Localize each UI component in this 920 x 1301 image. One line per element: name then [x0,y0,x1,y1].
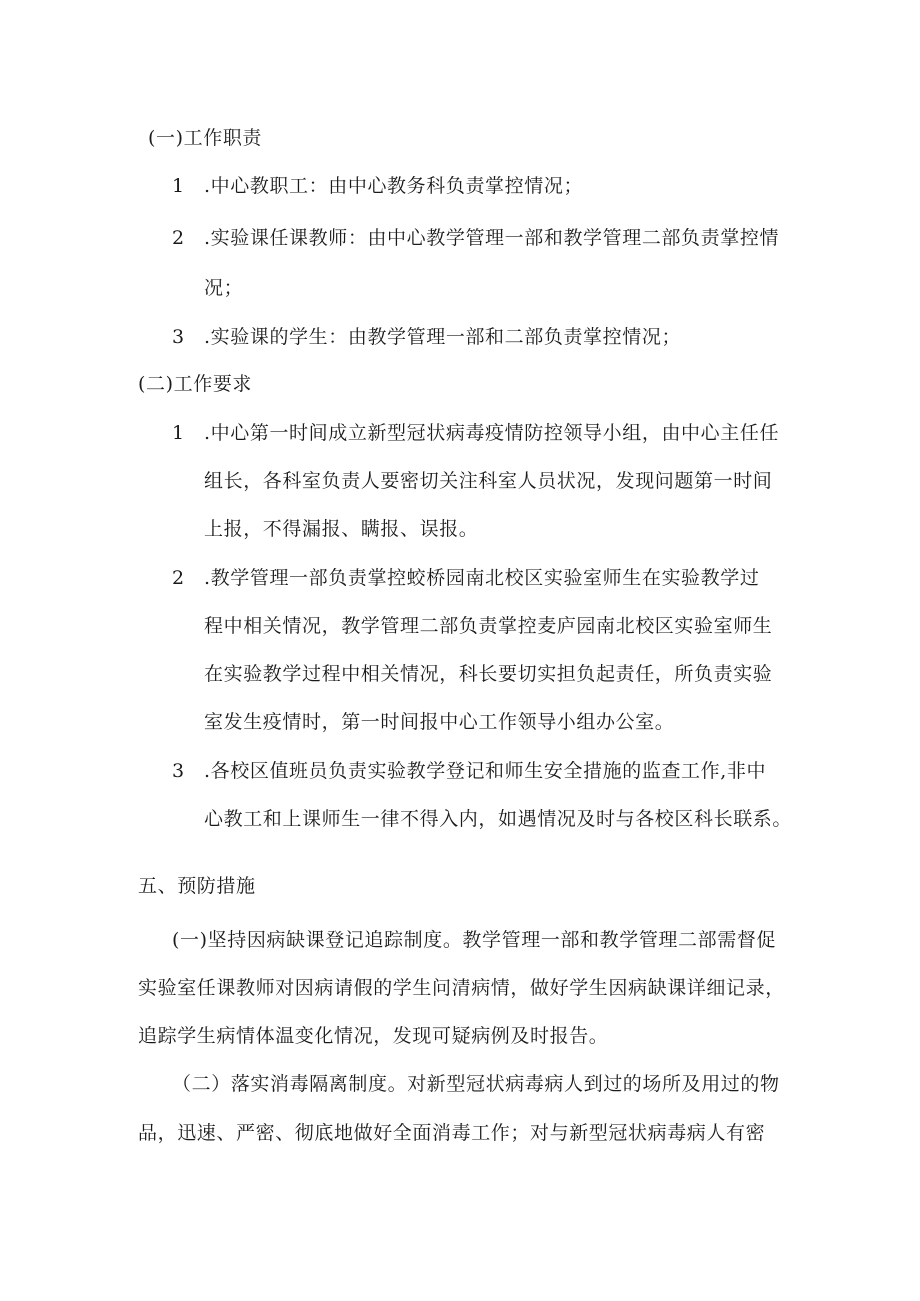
paragraph-line: （二）落实消毒隔离制度。对新型冠状病毒病人到过的场所及用过的物 [172,1073,780,1095]
list-number: 2 [172,227,185,249]
list-item-continuation: 上报，不得漏报、瞒报、误报。 [204,518,479,540]
list-number: 1 [172,422,185,444]
list-item-requirement-1 [172,421,779,445]
list-item-text: .中心教职工：由中心教务科负责掌控情况； [204,175,584,197]
list-item-continuation: 心教工和上课师生一律不得入内，如遇情况及时与各校区科长联系。 [204,808,793,830]
section-heading-duties: (一)工作职责 [148,127,263,149]
list-number: 1 [172,175,185,197]
list-item-requirement-2 [172,566,759,590]
list-item-text: .中心第一时间成立新型冠状病毒疫情防控领导小组，由中心主任任 [204,422,780,444]
paragraph-line: 实验室任课教师对因病请假的学生问清病情，做好学生因病缺课详细记录， [138,977,785,999]
list-number: 3 [172,760,185,782]
list-item-continuation: 在实验教学过程中相关情况，科长要切实担负起责任，所负责实验 [204,663,773,685]
chapter-heading-prevention: 五、预防措施 [138,875,256,897]
list-item-continuation: 组长，各科室负责人要密切关注科室人员状况，发现问题第一时间 [204,470,773,492]
list-item-duty-3 [172,325,681,349]
list-item-requirement-3 [172,759,766,783]
list-number: 2 [172,567,185,589]
section-heading-requirements: (二)工作要求 [138,373,253,395]
list-item-duty-2 [172,226,779,250]
paragraph-line: (一)坚持因病缺课登记追踪制度。教学管理一部和教学管理二部需督促 [172,929,777,951]
list-item-continuation: 室发生疫情时，第一时间报中心工作领导小组办公室。 [204,711,675,733]
list-item-text: .实验课任课教师：由中心教学管理一部和教学管理二部负责掌控情 [204,227,780,249]
list-item-continuation: 况； [204,277,244,299]
list-item-text: .实验课的学生：由教学管理一部和二部负责掌控情况； [204,326,682,348]
list-item-duty-1 [172,174,583,198]
list-item-text: .教学管理一部负责掌控蛟桥园南北校区实验室师生在实验教学过 [204,567,760,589]
list-number: 3 [172,326,185,348]
list-item-continuation: 程中相关情况，教学管理二部负责掌控麦庐园南北校区实验室师生 [204,615,773,637]
paragraph-line: 品，迅速、严密、彻底地做好全面消毒工作；对与新型冠状病毒病人有密 [138,1122,766,1144]
list-item-text: .各校区值班员负责实验教学登记和师生安全措施的监查工作,非中 [204,760,767,782]
paragraph-line: 追踪学生病情体温变化情况，发现可疑病例及时报告。 [138,1025,609,1047]
